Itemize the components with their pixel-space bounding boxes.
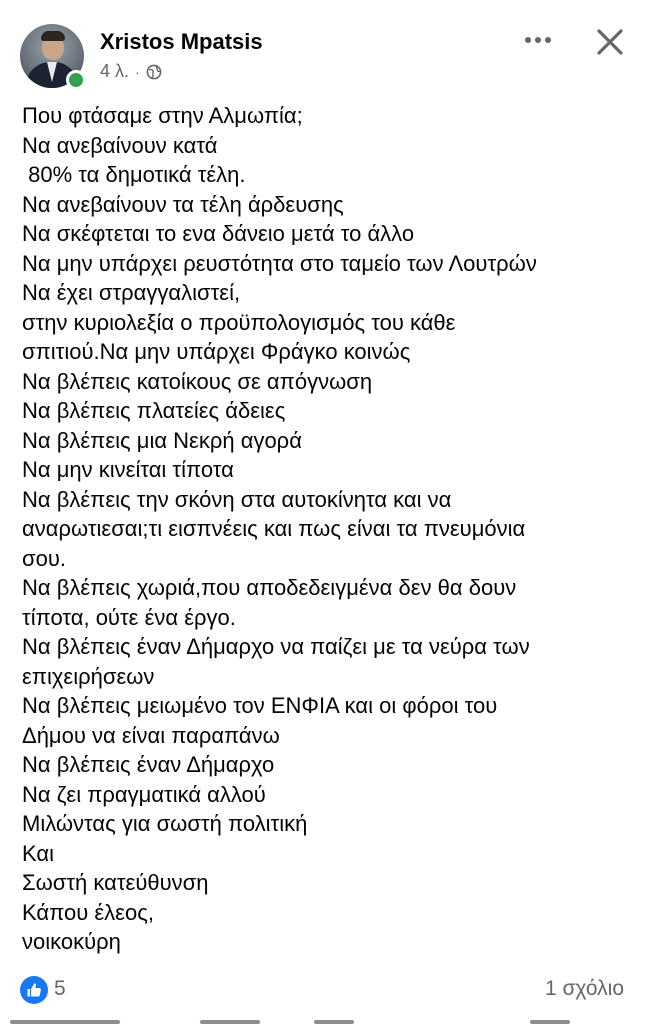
more-horizontal-icon[interactable] <box>522 24 554 56</box>
post-text-line: Να βλέπεις πλατείες άδειες <box>22 398 286 423</box>
comment-count[interactable]: 1 σχόλιο <box>544 977 624 1000</box>
post-text-line: σου. <box>22 545 66 571</box>
post-text-line: Σωστή κατεύθυνση <box>22 870 209 895</box>
thumbs-up-icon <box>26 982 42 998</box>
post-text-line: Να ανεβαίνουν κατά <box>22 132 218 158</box>
post-time[interactable]: 4 λ. <box>100 61 130 81</box>
meta-separator: · <box>135 63 140 80</box>
post-text-line: Να μην υπάρχει ρευστότητα στο ταμείο των Λουτρών <box>22 250 537 276</box>
post-text-line: Να σκέφτεται το ενα δάνειο μετά το άλλο <box>22 221 415 246</box>
online-status-dot <box>66 70 86 90</box>
post-text-line: Να μην κινείται τίποτα <box>22 457 234 482</box>
post-text-line: Να βλέπεις έναν Δήμαρχο <box>22 752 275 777</box>
post-text-line: Να ζει πραγματικά αλλού <box>22 781 266 807</box>
post-text-line: νοικοκύρη <box>22 929 121 954</box>
avatar[interactable] <box>20 24 84 88</box>
post-text-line: 80% τα δημοτικά τέλη. <box>22 162 246 187</box>
post-text-line: Κάπου έλεος, <box>22 899 154 925</box>
author-name[interactable]: Xristos Mpatsis <box>100 29 263 54</box>
post-meta <box>100 61 162 82</box>
post-text-line: Να βλέπεις έναν Δήμαρχο να παίζει με τα νεύρα των <box>22 634 530 659</box>
post-header <box>0 0 646 100</box>
like-icon[interactable] <box>20 976 48 1004</box>
reaction-count[interactable]: 5 <box>54 977 66 1000</box>
close-icon[interactable] <box>592 24 628 60</box>
post-text-line: Να βλέπεις την σκόνη στα αυτοκίνητα και να <box>22 486 452 512</box>
post-text-line: Να ανεβαίνουν τα τέλη άρδευσης <box>22 191 344 217</box>
post-text-line: σπιτιού.Να μην υπάρχει Φράγκο κοινώς <box>22 339 411 364</box>
post-text-line: Να βλέπεις κατοίκους σε απόγνωση <box>22 368 373 394</box>
globe-icon <box>146 64 162 80</box>
post-text-line: Να βλέπεις χωριά,που αποδεδειγμένα δεν θα δουν <box>22 575 517 600</box>
post-text-line: Δήμου να είναι παραπάνω <box>22 722 280 748</box>
post-text-line: τίποτα, ούτε ένα έργο. <box>22 604 236 630</box>
post-text-line: στην κυριολεξία ο προϋπολογισμός του κάθε <box>22 309 456 335</box>
post-text-line: αναρωτιεσαι;τι εισπνέεις και πως είναι τα πνευμόνια <box>22 516 526 541</box>
post-text-line: Που φτάσαμε στην Αλμωπία; <box>22 103 303 128</box>
post-text-line: Να βλέπεις μειωμένο τον ΕΝΦΙΑ και οι φόροι του <box>22 693 498 718</box>
post-text-line: Και <box>22 840 55 866</box>
post-text-line: Να έχει στραγγαλιστεί, <box>22 280 241 305</box>
post-text-line: Να βλέπεις μια Νεκρή αγορά <box>22 427 302 453</box>
next-post-peek <box>0 1016 646 1024</box>
post-text-line: επιχειρήσεων <box>22 663 155 689</box>
post-text <box>22 101 634 957</box>
post-text-line: Μιλώντας για σωστή πολιτική <box>22 811 308 836</box>
